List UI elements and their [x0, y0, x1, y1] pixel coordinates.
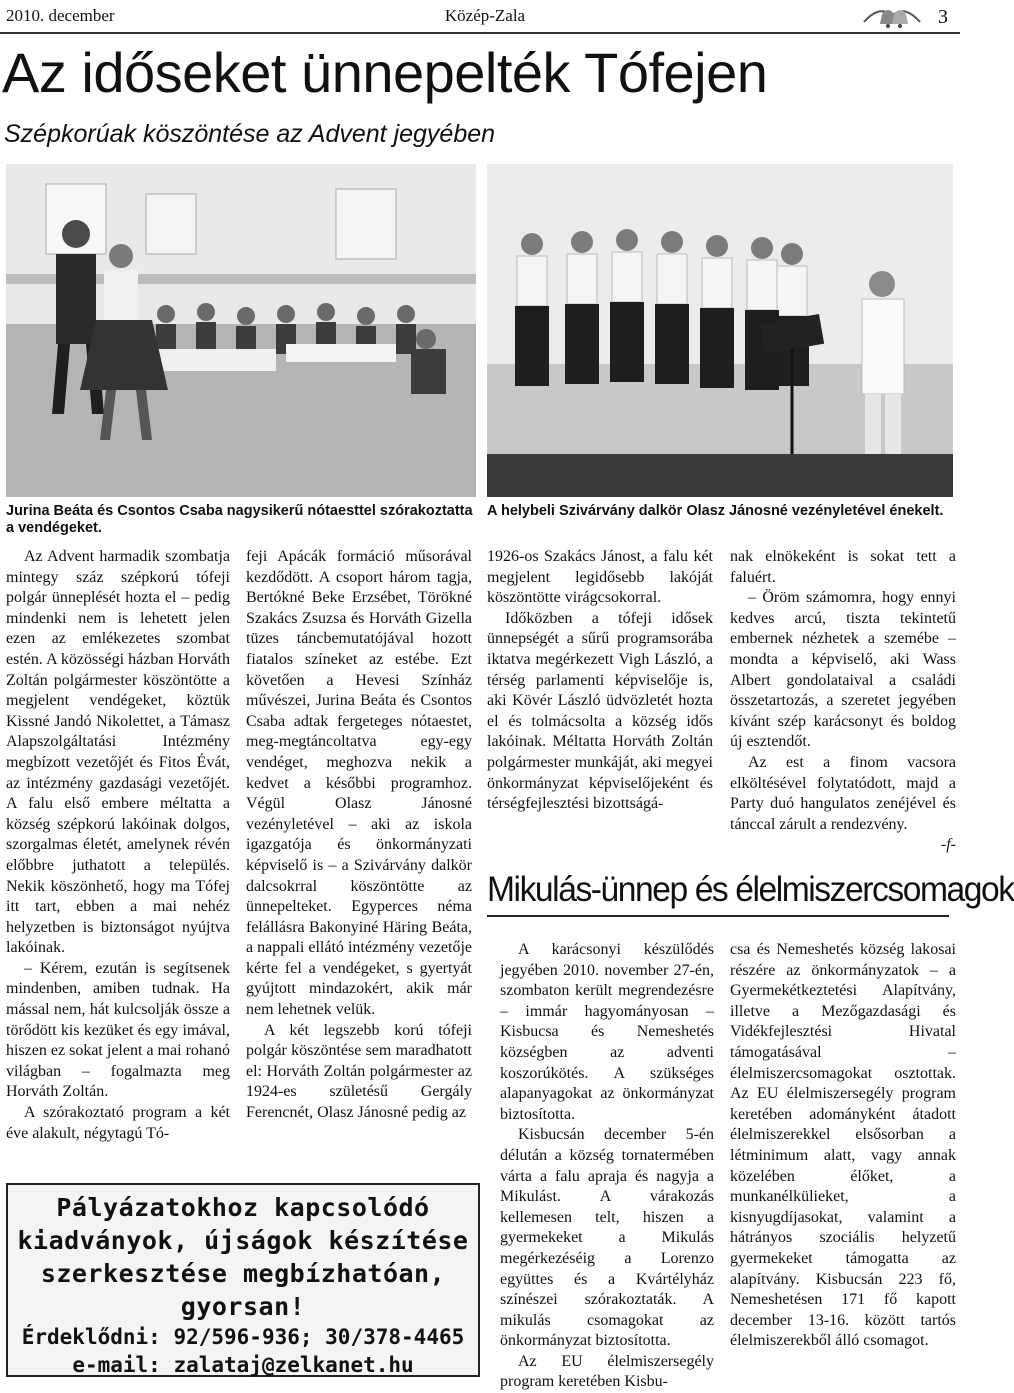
- article-paragraph: – Öröm számomra, hogy ennyi kedves arcú, tiszta tekintetű embernek nézhetek a szemébe – mondta a képviselő, aki Wass Albert gondolataival a családi összetartozás, a szeretet jegyében kívánt szép karácsonyt és boldog új esztendőt.: [730, 589, 956, 751]
- ad-phone: Érdeklődni: 92/596-936; 30/378-4465: [21, 1325, 465, 1349]
- article-column-2: [246, 547, 472, 1124]
- photo-singers: [6, 164, 476, 497]
- ad-line-4: gyorsan!: [180, 1292, 306, 1321]
- publication-name: Közép-Zala: [444, 6, 526, 25]
- mikulas-paragraph: Kisbucsán december 5-én délután a község tornatermében várta a falu apraja és nagyja a Mikulást. A várakozás kellemesen telt, hiszen a gyermekeket a Mikulás megérkezéséig a Lorenzo együttes és a Kvártélyház színészei szórakoztaták. A mikulás csomagokat az önkormányzat biztosította.: [500, 1126, 714, 1350]
- photo-choir: [487, 164, 953, 497]
- ad-line-1: Pályázatokhoz kapcsolódó: [56, 1193, 430, 1222]
- page-number: 3: [938, 6, 948, 28]
- mikulas-column-1: [500, 940, 714, 1393]
- article-paragraph: – Kérem, ezután is segítsenek mindenben, amiben tudnak. Ha mással nem, hát kulcsolják össze a törődött kis kezüket és egy imával, hiszen ez sokat jelent a mai rohanó világban – fogalmazta meg Horváth Zoltán.: [6, 959, 230, 1101]
- photo-left-caption: Jurina Beáta és Csontos Csaba nagysikerű nótaesttel szórakoztatta a vendégeket.: [6, 503, 473, 536]
- article-paragraph: Az Advent harmadik szombatja mintegy száz szépkorú tófeji polgár ünneplését hozta el – pedig mindenki nem is lehetett jelen ezen az emlékezetes szombat estén. A közösségi házban Horváth Zoltán polgármester köszöntötte a megjelent vendégeket, köztük Kissné Jandó Nikolettet, a Támasz Alapszolgáltatási Intézmény megbízott vezetőjét és Fitos Évát, az intézmény gazdasági vezetőjét. A falu első embere méltatta a község szépkorú lakóinak dolgos, szorgalmas életét, amelynek révén előbbre juthatott a település. Nekik köszönhető, hogy ma Tófej itt tart, ebben a mai nehéz helyzetben is biztonságot nyújtva lakóinak.: [6, 548, 230, 957]
- article-title: Az időseket ünnepelték Tófejen: [2, 41, 768, 104]
- article-paragraph: A szórakoztató program a két éve alakult, négytagú Tó-: [6, 1104, 230, 1142]
- mikulas-title: Mikulás-ünnep és élelmiszercsomagok: [487, 870, 1014, 909]
- article-paragraph: 1926-os Szakács Jánost, a falu két megjelent legidősebb lakóját köszöntötte virágcsokorral.: [487, 548, 713, 607]
- article-subtitle: Szépkorúak köszöntése az Advent jegyében: [4, 120, 496, 148]
- mikulas-paragraph: csa és Nemeshetés község lakosai részére az önkormányzatok – a Gyermekétkeztetési Alapítvány, illetve a Mezőgazdasági és Vidékfejlesztési Hivatal támogatásával – élelmiszercsomagokat osztottak. Az EU élelmiszersegély program keretében adományként átadott élelmiszerekkel elsősorban a létminimum alatt, vagy annak közelében élőket, a munkanélkülieket, a kisnyugdíjasokat, valamint a hátrányos szociális helyzetű gyermekeket támogatta az alapítvány. Kisbucsán 223 fő, Nemeshetésen 171 fő kapott december 13-16. között tartós élelmiszerekből álló csomagot.: [730, 941, 956, 1350]
- article-paragraph: feji Apácák formáció műsorával kezdődött. A csoport három tagja, Bertókné Beke Erzsébet, Törökné Szakács Zsuzsa és Horváth Gizella tüzes táncbemutatójával hozott fiatalos színeket az estébe. Ezt követően a Hevesi Színház művészei, Jurina Beáta és Csontos Csaba adtak fergeteges nótaestet, meg-megtáncoltatva egy-egy vendéget, meghozva nekik a kedvet a későbbi programhoz. Végül Olasz Jánosné vezényletével – aki az iskola igazgatója és önkormányzati képviselő is – a Szivárvány dalkör dalcsokrral köszöntötte az ünnepelteket. Egyperces néma felállásra Bakonyiné Häring Beáta, a nappali ellátó intézmény vezetője kérte fel a vendégeket, s gyertyát gyújtott mindazokért, akik már nem lehetnek velük.: [246, 548, 472, 1019]
- article-paragraph: Az est a finom vacsora elköltésével folytatódott, majd a Party duó hangulatos zenéjével és tánccal zárult a rendezvény.: [730, 753, 956, 833]
- article-paragraph: nak elnökeként is sokat tett a faluért.: [730, 548, 956, 586]
- ad-email: e-mail: zalataj@zelkanet.hu: [72, 1353, 414, 1377]
- ad-line-2: kiadványok, újságok készítése: [17, 1226, 469, 1255]
- issue-date: 2010. december: [6, 6, 115, 25]
- mikulas-column-2: [730, 940, 956, 1352]
- mikulas-paragraph: A karácsonyi készülődés jegyében 2010. november 27-én, szombaton került megrendezésre – immár hagyományosan – Kisbucsa és Nemeshetés községben az adventi koszorúkötés. A szükséges alapanyagokat az önkormányzat biztosította.: [500, 941, 714, 1123]
- ad-line-3: szerkesztése megbízhatóan,: [40, 1259, 446, 1288]
- article-signature: -f-: [940, 836, 956, 854]
- photo-right-caption: A helybeli Szivárvány dalkör Olasz Jánosné vezényletével énekelt.: [487, 503, 944, 519]
- article-paragraph: Időközben a tófeji idősek ünnepségét a sűrű programsorába iktatva megérkezett Vigh László, a térség parlamenti képviselője is, aki Kövér László üdvözletét hozta el és tolmácsolta a község idős lakóinak. Méltatta Horváth Zoltán polgármester munkáját, aki megyei önkormányzat képviselőjeként és térségfejlesztési bizottságá-: [487, 609, 713, 813]
- decorative-bells-icon: [860, 2, 924, 32]
- mikulas-title-rule: [487, 915, 949, 917]
- article-column-3: [487, 547, 713, 815]
- advertisement-box: [6, 1183, 480, 1377]
- article-paragraph: A két legszebb korú tófeji polgár köszöntése sem maradhatott el: Horváth Zoltán polgármester az 1924-es születésű Gergály Ferencnét, Olasz Jánosné pedig az: [246, 1021, 472, 1122]
- article-column-4: [730, 547, 956, 856]
- header-rule: [0, 32, 960, 34]
- mikulas-paragraph: Az EU élelmiszersegély program keretében Kisbu-: [500, 1352, 714, 1391]
- article-column-1: [6, 547, 230, 1144]
